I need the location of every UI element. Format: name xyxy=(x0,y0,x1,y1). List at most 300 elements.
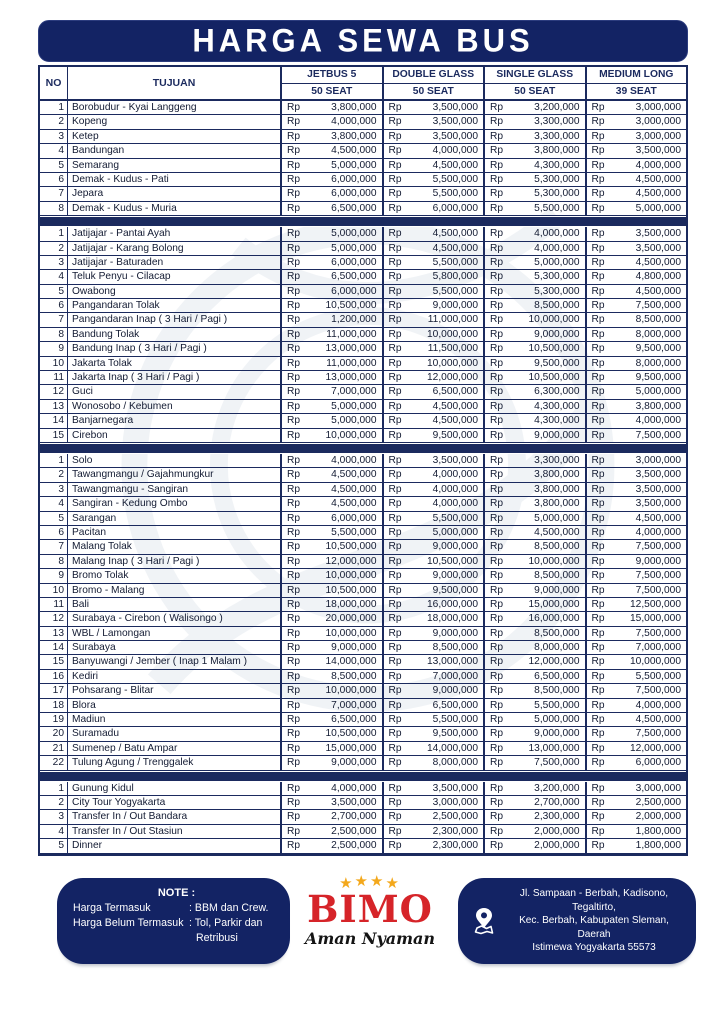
price-value: 16,000,000 xyxy=(528,613,580,625)
price-cell xyxy=(382,357,484,370)
price-cell xyxy=(382,699,484,712)
price-value: 13,000,000 xyxy=(325,372,377,384)
table-row xyxy=(40,342,686,356)
price-value: 7,500,000 xyxy=(635,570,681,582)
currency-label: Rp xyxy=(490,613,504,625)
currency-label: Rp xyxy=(388,670,402,682)
currency-label: Rp xyxy=(591,130,605,142)
currency-label: Rp xyxy=(287,285,301,297)
price-cell xyxy=(382,670,484,683)
currency-label: Rp xyxy=(287,570,301,582)
row-number: 11 xyxy=(40,371,68,384)
currency-label: Rp xyxy=(591,415,605,427)
price-cell xyxy=(280,144,382,157)
price-cell xyxy=(483,598,585,611)
currency-label: Rp xyxy=(287,796,301,808)
currency-label: Rp xyxy=(591,742,605,754)
currency-label: Rp xyxy=(490,300,504,312)
price-cell xyxy=(382,641,484,654)
price-cell xyxy=(585,684,687,697)
row-destination: Bandung Tolak xyxy=(72,328,140,340)
row-number: 9 xyxy=(40,569,68,582)
row-destination: Owabong xyxy=(72,285,116,297)
row-number: 4 xyxy=(40,144,68,157)
row-destination: Demak - Kudus - Pati xyxy=(72,173,169,185)
price-value: 12,000,000 xyxy=(630,742,681,754)
currency-label: Rp xyxy=(490,685,504,697)
currency-label: Rp xyxy=(388,285,402,297)
row-number: 6 xyxy=(40,299,68,312)
row-number: 8 xyxy=(40,202,68,215)
currency-label: Rp xyxy=(287,642,301,654)
table-row xyxy=(40,555,686,569)
price-value: 3,500,000 xyxy=(432,130,478,142)
currency-label: Rp xyxy=(591,584,605,596)
price-value: 9,500,000 xyxy=(432,584,478,596)
section-divider xyxy=(40,771,686,782)
price-cell xyxy=(382,796,484,809)
price-value: 3,800,000 xyxy=(534,483,580,495)
price-value: 10,500,000 xyxy=(427,555,478,567)
price-value: 4,500,000 xyxy=(331,469,377,481)
price-value: 2,700,000 xyxy=(331,811,377,823)
price-cell xyxy=(280,483,382,496)
price-cell xyxy=(382,285,484,298)
price-value: 2,300,000 xyxy=(534,811,580,823)
price-cell xyxy=(585,187,687,200)
price-cell xyxy=(280,130,382,143)
price-cell xyxy=(382,454,484,467)
price-cell xyxy=(585,555,687,568)
row-number: 2 xyxy=(40,468,68,481)
price-cell xyxy=(585,342,687,355)
currency-label: Rp xyxy=(490,840,504,852)
currency-label: Rp xyxy=(490,570,504,582)
row-destination: Kediri xyxy=(72,670,99,682)
currency-label: Rp xyxy=(388,159,402,171)
currency-label: Rp xyxy=(388,699,402,711)
price-value: 5,000,000 xyxy=(331,400,377,412)
price-cell xyxy=(280,159,382,172)
currency-label: Rp xyxy=(490,728,504,740)
price-cell xyxy=(585,782,687,795)
currency-label: Rp xyxy=(490,742,504,754)
currency-label: Rp xyxy=(388,469,402,481)
price-value: 5,500,000 xyxy=(432,285,478,297)
row-destination: Madiun xyxy=(72,714,106,726)
price-cell xyxy=(280,782,382,795)
price-cell xyxy=(280,655,382,668)
price-value: 10,000,000 xyxy=(325,685,377,697)
price-value: 6,000,000 xyxy=(432,202,478,214)
price-value: 4,500,000 xyxy=(635,173,681,185)
table-row xyxy=(40,159,686,173)
price-cell xyxy=(280,540,382,553)
currency-label: Rp xyxy=(591,300,605,312)
currency-label: Rp xyxy=(287,343,301,355)
price-value: 4,500,000 xyxy=(635,285,681,297)
price-cell xyxy=(280,839,382,852)
currency-label: Rp xyxy=(388,357,402,369)
price-cell xyxy=(382,512,484,525)
price-value: 6,500,000 xyxy=(432,699,478,711)
price-cell xyxy=(382,371,484,384)
currency-label: Rp xyxy=(388,130,402,142)
note-label: Harga Belum Termasuk xyxy=(73,917,184,929)
row-destination: Kopeng xyxy=(72,116,108,128)
price-cell xyxy=(585,227,687,240)
currency-label: Rp xyxy=(388,256,402,268)
note-value: : BBM dan Crew. xyxy=(189,902,269,914)
price-cell xyxy=(382,173,484,186)
price-value: 8,500,000 xyxy=(534,570,580,582)
currency-label: Rp xyxy=(388,372,402,384)
table-row xyxy=(40,371,686,385)
price-cell xyxy=(382,540,484,553)
price-cell xyxy=(483,429,585,442)
price-cell xyxy=(382,101,484,114)
price-cell xyxy=(483,270,585,283)
currency-label: Rp xyxy=(490,228,504,240)
table-row xyxy=(40,727,686,741)
currency-label: Rp xyxy=(388,714,402,726)
price-value: 13,000,000 xyxy=(528,742,580,754)
price-value: 7,000,000 xyxy=(331,699,377,711)
row-number: 6 xyxy=(40,173,68,186)
table-row xyxy=(40,540,686,554)
row-destination: Jatijajar - Karang Bolong xyxy=(72,242,184,254)
price-cell xyxy=(382,756,484,769)
currency-label: Rp xyxy=(591,454,605,466)
star-icon: ★ xyxy=(354,873,370,890)
row-destination: Bandung Inap ( 3 Hari / Pagi ) xyxy=(72,343,207,355)
brand-tagline: Aman Nyaman xyxy=(304,929,436,948)
price-value: 7,500,000 xyxy=(635,300,681,312)
price-cell xyxy=(382,655,484,668)
price-cell xyxy=(585,202,687,215)
price-cell xyxy=(585,483,687,496)
currency-label: Rp xyxy=(490,372,504,384)
bus-type-name: SINGLE GLASS xyxy=(485,67,585,84)
price-value: 2,700,000 xyxy=(534,796,580,808)
currency-label: Rp xyxy=(591,642,605,654)
currency-label: Rp xyxy=(591,145,605,157)
price-cell xyxy=(483,242,585,255)
table-row xyxy=(40,227,686,241)
table-row xyxy=(40,670,686,684)
price-cell xyxy=(382,810,484,823)
price-value: 4,300,000 xyxy=(534,159,580,171)
price-value: 5,500,000 xyxy=(432,256,478,268)
currency-label: Rp xyxy=(490,627,504,639)
currency-label: Rp xyxy=(591,498,605,510)
price-cell xyxy=(483,655,585,668)
bus-column-header xyxy=(280,67,382,99)
price-value: 9,000,000 xyxy=(635,555,681,567)
price-cell xyxy=(483,468,585,481)
star-icon: ★ xyxy=(370,873,386,890)
price-cell xyxy=(382,727,484,740)
price-cell xyxy=(585,115,687,128)
row-number: 7 xyxy=(40,187,68,200)
currency-label: Rp xyxy=(490,714,504,726)
table-row xyxy=(40,299,686,313)
price-cell xyxy=(382,584,484,597)
currency-label: Rp xyxy=(388,840,402,852)
price-cell xyxy=(483,101,585,114)
price-cell xyxy=(382,299,484,312)
price-value: 4,500,000 xyxy=(635,512,681,524)
table-row xyxy=(40,414,686,428)
price-value: 3,500,000 xyxy=(331,796,377,808)
currency-label: Rp xyxy=(591,202,605,214)
price-value: 11,500,000 xyxy=(427,343,478,355)
currency-label: Rp xyxy=(591,188,605,200)
price-cell xyxy=(585,285,687,298)
price-cell xyxy=(585,756,687,769)
price-cell xyxy=(382,342,484,355)
price-cell xyxy=(585,242,687,255)
table-row xyxy=(40,684,686,698)
row-number: 17 xyxy=(40,684,68,697)
price-cell xyxy=(585,584,687,597)
currency-label: Rp xyxy=(388,825,402,837)
price-value: 6,000,000 xyxy=(331,256,377,268)
price-cell xyxy=(585,612,687,625)
price-value: 3,000,000 xyxy=(432,796,478,808)
price-value: 3,000,000 xyxy=(635,782,681,794)
currency-label: Rp xyxy=(490,796,504,808)
price-cell xyxy=(280,810,382,823)
price-value: 4,500,000 xyxy=(635,256,681,268)
row-number: 4 xyxy=(40,270,68,283)
price-value: 4,000,000 xyxy=(432,469,478,481)
price-cell xyxy=(585,598,687,611)
currency-label: Rp xyxy=(287,757,301,769)
price-cell xyxy=(483,385,585,398)
currency-label: Rp xyxy=(287,173,301,185)
note-value: : Tol, Parkir dan xyxy=(189,917,263,929)
table-row xyxy=(40,202,686,216)
price-value: 3,800,000 xyxy=(534,145,580,157)
row-number: 2 xyxy=(40,115,68,128)
currency-label: Rp xyxy=(287,400,301,412)
price-cell xyxy=(382,497,484,510)
currency-label: Rp xyxy=(287,512,301,524)
page-title: HARGA SEWA BUS xyxy=(192,22,534,59)
price-value: 11,000,000 xyxy=(427,314,478,326)
price-value: 8,000,000 xyxy=(635,328,681,340)
price-cell xyxy=(585,328,687,341)
row-destination: Guci xyxy=(72,386,93,398)
price-cell xyxy=(280,242,382,255)
row-destination: Pacitan xyxy=(72,526,106,538)
bus-column-header xyxy=(585,67,687,99)
currency-label: Rp xyxy=(287,714,301,726)
price-cell xyxy=(280,454,382,467)
table-row xyxy=(40,187,686,201)
price-cell xyxy=(280,357,382,370)
price-cell xyxy=(382,270,484,283)
row-number: 12 xyxy=(40,612,68,625)
price-value: 3,500,000 xyxy=(635,228,681,240)
table-header-row xyxy=(40,67,686,101)
price-value: 10,500,000 xyxy=(325,541,377,553)
currency-label: Rp xyxy=(388,512,402,524)
price-cell xyxy=(585,727,687,740)
price-cell xyxy=(585,400,687,413)
price-value: 8,500,000 xyxy=(432,642,478,654)
price-value: 5,500,000 xyxy=(432,512,478,524)
price-cell xyxy=(483,400,585,413)
price-value: 5,300,000 xyxy=(534,285,580,297)
currency-label: Rp xyxy=(388,386,402,398)
row-destination: Pohsarang - Blitar xyxy=(72,685,154,697)
price-value: 8,000,000 xyxy=(432,757,478,769)
table-row xyxy=(40,612,686,626)
price-cell xyxy=(483,144,585,157)
row-number: 14 xyxy=(40,641,68,654)
currency-label: Rp xyxy=(490,811,504,823)
currency-label: Rp xyxy=(287,742,301,754)
currency-label: Rp xyxy=(591,782,605,794)
bus-column-header xyxy=(483,67,585,99)
price-value: 6,000,000 xyxy=(635,757,681,769)
currency-label: Rp xyxy=(490,328,504,340)
price-value: 4,500,000 xyxy=(331,145,377,157)
price-value: 3,200,000 xyxy=(534,102,580,113)
address-line: Kec. Berbah, Kabupaten Sleman, Daerah xyxy=(519,915,669,940)
price-value: 4,300,000 xyxy=(534,415,580,427)
currency-label: Rp xyxy=(287,627,301,639)
bus-seat-count: 39 SEAT xyxy=(615,86,657,97)
currency-label: Rp xyxy=(591,825,605,837)
currency-label: Rp xyxy=(287,526,301,538)
currency-label: Rp xyxy=(287,372,301,384)
price-value: 15,000,000 xyxy=(528,598,580,610)
currency-label: Rp xyxy=(591,173,605,185)
price-value: 9,000,000 xyxy=(331,642,377,654)
row-number: 4 xyxy=(40,825,68,838)
price-value: 9,000,000 xyxy=(432,627,478,639)
price-cell xyxy=(280,742,382,755)
price-value: 9,500,000 xyxy=(635,372,681,384)
price-cell xyxy=(483,612,585,625)
currency-label: Rp xyxy=(490,483,504,495)
currency-label: Rp xyxy=(287,145,301,157)
price-cell xyxy=(280,713,382,726)
row-number: 14 xyxy=(40,414,68,427)
price-cell xyxy=(483,684,585,697)
price-cell xyxy=(483,810,585,823)
price-value: 6,500,000 xyxy=(331,202,377,214)
currency-label: Rp xyxy=(490,173,504,185)
price-value: 4,500,000 xyxy=(635,714,681,726)
price-cell xyxy=(585,742,687,755)
price-cell xyxy=(585,627,687,640)
price-cell xyxy=(280,328,382,341)
row-destination: Transfer In / Out Stasiun xyxy=(72,825,183,837)
section-divider xyxy=(40,216,686,227)
table-row xyxy=(40,270,686,284)
price-cell xyxy=(585,429,687,442)
currency-label: Rp xyxy=(591,469,605,481)
currency-label: Rp xyxy=(388,102,402,113)
price-cell xyxy=(585,699,687,712)
currency-label: Rp xyxy=(490,116,504,128)
currency-label: Rp xyxy=(388,173,402,185)
table-row xyxy=(40,429,686,443)
row-number: 15 xyxy=(40,429,68,442)
price-cell xyxy=(280,285,382,298)
price-cell xyxy=(483,796,585,809)
price-value: 6,000,000 xyxy=(331,512,377,524)
bus-type-name: JETBUS 5 xyxy=(282,67,382,84)
currency-label: Rp xyxy=(388,627,402,639)
price-value: 5,000,000 xyxy=(635,386,681,398)
price-value: 10,500,000 xyxy=(325,728,377,740)
price-value: 2,500,000 xyxy=(331,840,377,852)
price-cell xyxy=(483,115,585,128)
price-cell xyxy=(280,684,382,697)
row-destination: Sangiran - Kedung Ombo xyxy=(72,498,188,510)
price-value: 7,500,000 xyxy=(635,685,681,697)
price-cell xyxy=(483,342,585,355)
row-number: 3 xyxy=(40,810,68,823)
price-value: 4,000,000 xyxy=(534,228,580,240)
currency-label: Rp xyxy=(287,469,301,481)
row-number: 1 xyxy=(40,454,68,467)
currency-label: Rp xyxy=(287,159,301,171)
currency-label: Rp xyxy=(591,285,605,297)
price-value: 5,500,000 xyxy=(432,714,478,726)
row-destination: Surabaya xyxy=(72,642,116,654)
price-value: 18,000,000 xyxy=(427,613,478,625)
price-cell xyxy=(280,342,382,355)
price-value: 6,300,000 xyxy=(534,386,580,398)
price-cell xyxy=(280,414,382,427)
price-value: 8,000,000 xyxy=(635,357,681,369)
price-value: 3,500,000 xyxy=(635,469,681,481)
price-cell xyxy=(382,526,484,539)
price-value: 9,000,000 xyxy=(432,300,478,312)
price-cell xyxy=(585,454,687,467)
currency-label: Rp xyxy=(490,541,504,553)
price-cell xyxy=(382,242,484,255)
price-value: 10,000,000 xyxy=(325,627,377,639)
currency-label: Rp xyxy=(287,811,301,823)
currency-label: Rp xyxy=(388,584,402,596)
table-row xyxy=(40,742,686,756)
currency-label: Rp xyxy=(388,526,402,538)
table-row xyxy=(40,400,686,414)
currency-label: Rp xyxy=(591,570,605,582)
currency-label: Rp xyxy=(591,840,605,852)
currency-label: Rp xyxy=(591,627,605,639)
section-divider xyxy=(40,443,686,454)
price-cell xyxy=(382,713,484,726)
price-cell xyxy=(382,825,484,838)
row-destination: Jepara xyxy=(72,188,104,200)
price-cell xyxy=(483,256,585,269)
currency-label: Rp xyxy=(490,598,504,610)
row-destination: Tawangmangu / Gajahmungkur xyxy=(72,469,214,481)
price-cell xyxy=(585,512,687,525)
currency-label: Rp xyxy=(591,386,605,398)
currency-label: Rp xyxy=(490,242,504,254)
currency-label: Rp xyxy=(591,699,605,711)
price-value: 12,000,000 xyxy=(528,656,580,668)
